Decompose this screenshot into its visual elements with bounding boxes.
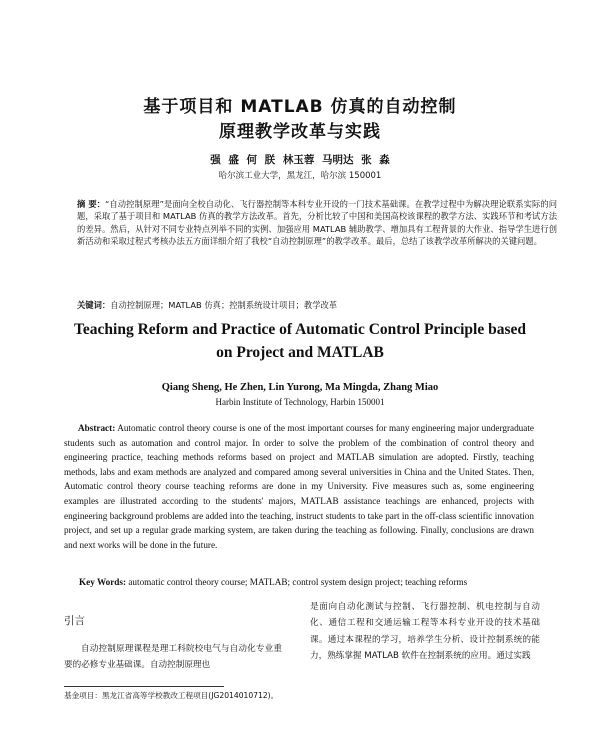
title-en-line2: on Project and MATLAB [216,344,384,361]
footnote-divider [64,686,224,687]
keywords-en-label: Key Words: [79,577,127,587]
keywords-en [79,577,549,587]
intro-right-column: 是面向自动化测试与控制、飞行器控制、机电控制与自动化、通信工程和交通运输工程等本科专业开设的技术基础课。通过本课程的学习，培养学生分析、设计控制系统的能力，熟练掌握 MATLAB 软件在控制系统的应用。通过实践 [310,602,540,662]
abstract-cn-label: 摘 要： [77,199,106,209]
abstract-en-label: Abstract: [78,423,116,433]
intro-left-column: 自动控制原理课程是理工科院校电气与自动化专业重要的必修专业基础课。自动控制原理也 [64,644,282,670]
abstract-en-text: Automatic control theory course is one of the most important courses for many engineering major undergraduate students such as automation and control major. In order to solve the problem of the combination of control theory and engineering practice, teaching methods reforms based on project and MATLAB simulation are adopted. Firstly, teaching methods, labs and exam methods are analyzed and compared among several universities in China and the United States. Then, Automatic control theory course teaching reforms are done in my University. Five measures such as, some engineering examples are illustrated according to the students' majors, MATLAB assistance teachings are enhanced, projects with engineering background problems are added into the teaching, instruct students to take part in the off-class scientific innovation project, and set up a regular grade marking system, are taken during the teaching as following. Finally, conclusions are drawn and next works will be done in the future. [64,423,534,550]
abstract-cn-text: “自动控制原理”是面向全校自动化、飞行器控制等本科专业开设的一门技术基础课。在教学过程中为解决理论联系实际的问题，采取了基于项目和 MATLAB 仿真的教学方法改革。首先，分析比较了中国和美国高校该课程的教学方法、实践环节和考试方法的差异。然后，从针对不同专业特点列举不同的实例、加强应用 MATLAB 辅助教学、增加具有工程背景的大作业、指导学生进行创新活动和采取过程式考核办法五方面详细介绍了我校“自动控制原理”的教学改革。最后，总结了该教学改革所解决的关键问题。 [77,199,557,246]
intro-heading: 引言 [64,615,85,627]
abstract-en [64,421,534,552]
authors-cn: 强 盛 何 朕 林玉蓉 马明达 张 淼 [210,154,390,166]
affiliation-cn: 哈尔滨工业大学，黑龙江，哈尔滨 150001 [218,171,382,181]
keywords-en-text: automatic control theory course; MATLAB; control system design project; teaching reforms [128,577,468,587]
title-en [0,318,600,364]
abstract-cn [77,198,557,247]
keywords-cn [77,299,557,311]
title-cn-line1: 基于项目和 MATLAB 仿真的自动控制 [143,97,457,117]
affiliation-en: Harbin Institute of Technology, Harbin 150001 [215,397,385,407]
footnote: 基金项目：黑龙江省高等学校教改工程项目(JG2014010712)。 [64,691,279,700]
title-en-line1: Teaching Reform and Practice of Automatic Control Principle based [73,321,527,338]
keywords-cn-text: 自动控制原理；MATLAB 仿真；控制系统设计项目；教学改革 [110,300,338,310]
title-cn-line2: 原理教学改革与实践 [219,122,381,142]
keywords-cn-label: 关键词： [77,300,111,310]
authors-en: Qiang Sheng, He Zhen, Lin Yurong, Ma Mingda, Zhang Miao [161,382,439,393]
